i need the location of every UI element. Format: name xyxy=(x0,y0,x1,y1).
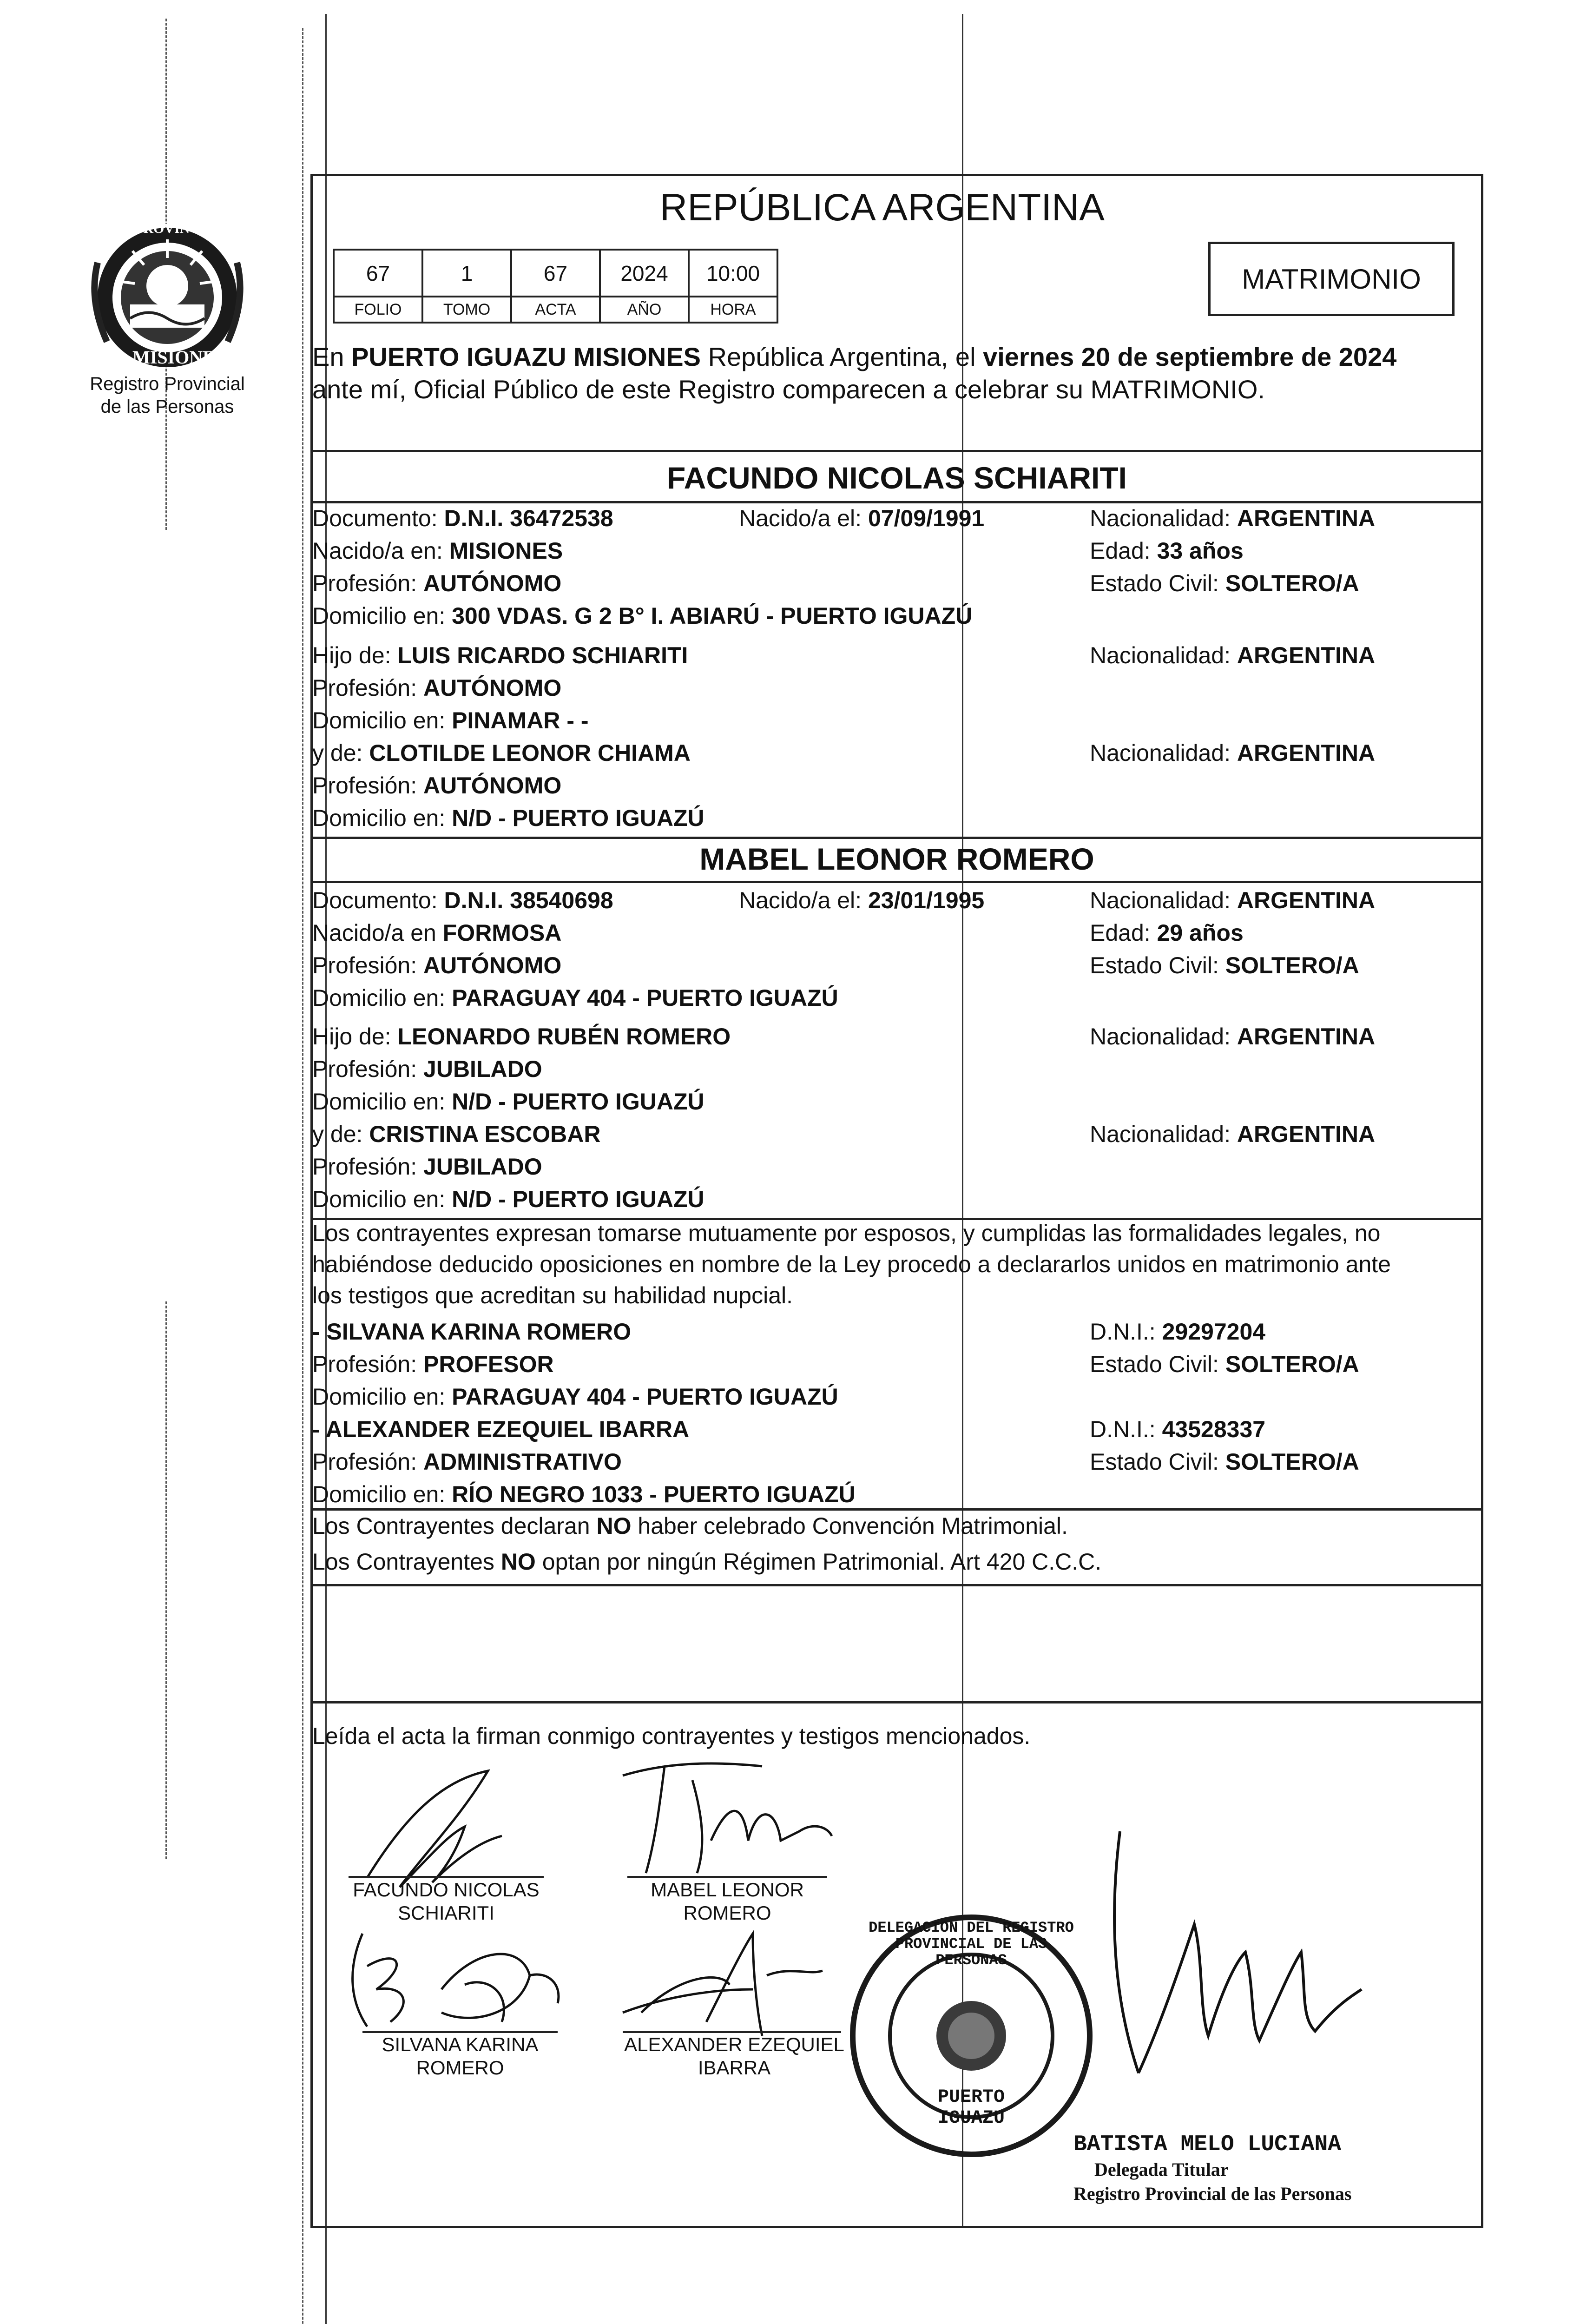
divider xyxy=(310,1701,1483,1703)
prof-label: Profesión: xyxy=(312,1154,417,1180)
agreement-line2 xyxy=(312,1550,1101,1573)
registry-label-line2: de las Personas xyxy=(100,396,234,417)
mother-value: CLOTILDE LEONOR CHIAMA xyxy=(369,740,691,766)
signature-name-line2: IBARRA xyxy=(698,2057,771,2079)
registry-seal-logo xyxy=(79,207,256,393)
signature-graphic xyxy=(335,1920,576,2040)
nat-label: Nacionalidad: xyxy=(1090,1023,1231,1050)
mother-label: y de: xyxy=(312,740,363,766)
civil-label: Estado Civil: xyxy=(1090,1449,1219,1475)
signature-graphic xyxy=(613,1920,836,2040)
witness2-dni xyxy=(1090,1418,1265,1441)
civil-label: Estado Civil: xyxy=(1090,1351,1219,1377)
spouse2-prof xyxy=(312,954,561,977)
spouse1-birthplace xyxy=(312,539,563,562)
prof-label: Profesión: xyxy=(312,1056,417,1082)
addr-value: N/D - PUERTO IGUAZÚ xyxy=(452,1089,704,1115)
mother-value: CRISTINA ESCOBAR xyxy=(369,1121,601,1147)
signature-name-line1: FACUNDO NICOLAS xyxy=(353,1879,540,1901)
addr-value: PINAMAR - - xyxy=(452,707,589,733)
age-label: Edad: xyxy=(1090,920,1151,946)
spouse1-father-prof xyxy=(312,676,561,700)
acta-label: ACTA xyxy=(510,296,601,324)
tomo-label: TOMO xyxy=(421,296,512,324)
intro-line1 xyxy=(312,344,1396,370)
signature-name-line2: SCHIARITI xyxy=(398,1902,494,1924)
prof-value: AUTÓNOMO xyxy=(423,952,562,978)
witness2-name: - ALEXANDER EZEQUIEL IBARRA xyxy=(312,1416,690,1442)
witness2-civil xyxy=(1090,1450,1359,1473)
addr-value: N/D - PUERTO IGUAZÚ xyxy=(452,1186,704,1212)
addr-value: PARAGUAY 404 - PUERTO IGUAZÚ xyxy=(452,985,838,1011)
prof-label: Profesión: xyxy=(312,1351,417,1377)
prof-value: PROFESOR xyxy=(423,1351,554,1377)
addr-value: N/D - PUERTO IGUAZÚ xyxy=(452,805,704,831)
folio-value: 67 xyxy=(333,249,423,297)
agreement-text: Los Contrayentes xyxy=(312,1549,494,1575)
age-label: Edad: xyxy=(1090,538,1151,564)
prof-label: Profesión: xyxy=(312,772,417,799)
margin-guide-line xyxy=(302,28,303,2324)
nat-label: Nacionalidad: xyxy=(1090,1121,1231,1147)
spouse2-father xyxy=(312,1025,731,1048)
spouse1-civil xyxy=(1090,572,1359,595)
folio-label: FOLIO xyxy=(333,296,423,324)
civil-value: SOLTERO/A xyxy=(1225,570,1359,596)
prof-value: AUTÓNOMO xyxy=(423,772,562,799)
spouse2-name: MABEL LEONOR ROMERO xyxy=(699,842,1094,876)
civil-value: SOLTERO/A xyxy=(1225,1449,1359,1475)
addr-label: Domicilio en: xyxy=(312,1089,446,1115)
father-label: Hijo de: xyxy=(312,642,391,668)
spouse1-name: FACUNDO NICOLAS SCHIARITI xyxy=(667,461,1127,495)
civil-label: Estado Civil: xyxy=(1090,570,1219,596)
birthplace-value: FORMOSA xyxy=(442,920,562,946)
agreement-text: optan por ningún Régimen Patrimonial. Art 420 C.C.C. xyxy=(542,1549,1102,1575)
nat-value: ARGENTINA xyxy=(1237,1023,1376,1050)
birthplace-value: MISIONES xyxy=(449,538,563,564)
intro-line2: ante mí, Oficial Público de este Registro comparecen a celebrar su MATRIMONIO. xyxy=(312,375,1265,404)
born-label: Nacido/a el: xyxy=(739,887,862,913)
born-value: 23/01/1995 xyxy=(868,887,985,913)
doc-label: Documento: xyxy=(312,887,438,913)
prof-value: ADMINISTRATIVO xyxy=(423,1449,622,1475)
father-label: Hijo de: xyxy=(312,1023,391,1050)
dni-label: D.N.I.: xyxy=(1090,1416,1156,1442)
prof-value: JUBILADO xyxy=(423,1154,542,1180)
doc-label: Documento: xyxy=(312,505,438,531)
intro-pre: En xyxy=(312,342,344,371)
hora-label: HORA xyxy=(688,296,778,324)
official-name: BATISTA MELO LUCIANA xyxy=(1073,2132,1342,2157)
civil-value: SOLTERO/A xyxy=(1225,1351,1359,1377)
spouse1-mother xyxy=(312,741,691,765)
intro-date: viernes 20 de septiembre de 2024 xyxy=(983,342,1397,371)
agreement-no: NO xyxy=(596,1513,632,1539)
divider xyxy=(310,837,1483,839)
spouse2-civil xyxy=(1090,954,1359,977)
tomo-value: 1 xyxy=(421,249,512,297)
spouse2-mother-prof xyxy=(312,1155,542,1178)
civil-value: SOLTERO/A xyxy=(1225,952,1359,978)
divider xyxy=(310,450,1483,452)
intro-place: PUERTO IGUAZU MISIONES xyxy=(351,342,701,371)
prof-label: Profesión: xyxy=(312,1449,417,1475)
registration-values-row xyxy=(335,249,778,297)
witness1-prof xyxy=(312,1353,554,1376)
mother-label: y de: xyxy=(312,1121,363,1147)
divider xyxy=(310,501,1483,503)
declaration-line3: los testigos que acreditan su habilidad nupcial. xyxy=(312,1282,793,1308)
witness1-dni xyxy=(1090,1320,1265,1343)
spouse2-birthplace xyxy=(312,921,561,944)
divider xyxy=(310,1584,1483,1586)
hora-value: 10:00 xyxy=(688,249,778,297)
nat-value: ARGENTINA xyxy=(1237,1121,1376,1147)
official-signature-graphic xyxy=(1083,1813,1371,2119)
doc-value: D.N.I. 36472538 xyxy=(444,505,613,531)
nat-value: ARGENTINA xyxy=(1237,887,1376,913)
logo-text-top: PROVINCIA DE xyxy=(135,221,237,236)
birthplace-label: Nacido/a en: xyxy=(312,538,443,564)
signature-name-line2: ROMERO xyxy=(683,1902,771,1924)
spouse2-father-prof xyxy=(312,1057,542,1081)
addr-label: Domicilio en: xyxy=(312,805,446,831)
spouse1-mother-prof xyxy=(312,774,561,797)
signature-name-line2: ROMERO xyxy=(416,2057,504,2079)
spouse1-mother-addr xyxy=(312,806,704,830)
age-value: 33 años xyxy=(1157,538,1244,564)
official-stamp xyxy=(846,1910,1097,2161)
dni-label: D.N.I.: xyxy=(1090,1319,1156,1345)
prof-label: Profesión: xyxy=(312,675,417,701)
divider xyxy=(310,881,1483,883)
spouse2-mother-addr xyxy=(312,1188,704,1211)
doc-value: D.N.I. 38540698 xyxy=(444,887,613,913)
born-value: 07/09/1991 xyxy=(868,505,985,531)
addr-value: RÍO NEGRO 1033 - PUERTO IGUAZÚ xyxy=(452,1481,856,1507)
spouse1-mother-nat xyxy=(1090,741,1375,765)
signature-line xyxy=(362,2031,558,2033)
addr-label: Domicilio en: xyxy=(312,1384,446,1410)
stamp-ring-text: DELEGACION DEL REGISTRO PROVINCIAL DE LAS PERSONAS xyxy=(869,1919,1074,1969)
prof-label: Profesión: xyxy=(312,952,417,978)
prof-value: AUTÓNOMO xyxy=(423,570,562,596)
nat-value: ARGENTINA xyxy=(1237,642,1376,668)
agreement-line1 xyxy=(312,1514,1068,1538)
witness1-civil xyxy=(1090,1353,1359,1376)
spouse1-father xyxy=(312,644,688,667)
agreement-text: Los Contrayentes declaran xyxy=(312,1513,590,1539)
addr-label: Domicilio en: xyxy=(312,1186,446,1212)
logo-text-bottom: MISIONES xyxy=(132,347,226,368)
born-label: Nacido/a el: xyxy=(739,505,862,531)
prof-value: JUBILADO xyxy=(423,1056,542,1082)
margin-guide-line xyxy=(165,1301,167,1859)
declaration-line1: Los contrayentes expresan tomarse mutuamente por esposos, y cumplidas las formalidades legales, no xyxy=(312,1220,1381,1246)
spouse2-father-nat xyxy=(1090,1025,1375,1048)
act-type-box: MATRIMONIO xyxy=(1208,242,1455,316)
addr-label: Domicilio en: xyxy=(312,1481,446,1507)
signature-graphic xyxy=(613,1748,836,1882)
official-role: Delegada Titular xyxy=(1094,2159,1229,2180)
spouse2-age xyxy=(1090,921,1244,944)
spouse2-mother-nat xyxy=(1090,1122,1375,1146)
spouse2-nat xyxy=(1090,889,1375,912)
spouse1-doc xyxy=(312,507,613,530)
spouse1-nat xyxy=(1090,507,1375,530)
spouse1-addr xyxy=(312,604,972,627)
divider xyxy=(310,1508,1483,1511)
addr-value: 300 VDAS. G 2 B° I. ABIARÚ - PUERTO IGUAZÚ xyxy=(452,603,973,629)
prof-value: AUTÓNOMO xyxy=(423,675,562,701)
signature-line xyxy=(623,2031,841,2033)
signature-line xyxy=(349,1876,544,1878)
declaration-line2: habiéndose deducido oposiciones en nombre de la Ley procedo a declararlos unidos en matrimonio ante xyxy=(312,1251,1391,1277)
spouse2-doc xyxy=(312,889,613,912)
spouse1-born xyxy=(739,507,984,530)
age-value: 29 años xyxy=(1157,920,1244,946)
nat-value: ARGENTINA xyxy=(1237,740,1376,766)
father-value: LEONARDO RUBÉN ROMERO xyxy=(397,1023,731,1050)
signature-name-line1: MABEL LEONOR xyxy=(651,1879,804,1901)
anio-label: AÑO xyxy=(599,296,690,324)
spouse1-father-addr xyxy=(312,709,589,732)
addr-label: Domicilio en: xyxy=(312,985,446,1011)
spouse2-father-addr xyxy=(312,1090,704,1113)
signature-line xyxy=(627,1876,827,1878)
registry-label-line1: Registro Provincial xyxy=(90,374,245,394)
spouse2-born xyxy=(739,889,984,912)
agreement-no: NO xyxy=(500,1549,536,1575)
country-title: REPÚBLICA ARGENTINA xyxy=(660,186,1105,229)
dni-value: 29297204 xyxy=(1162,1319,1266,1345)
nat-label: Nacionalidad: xyxy=(1090,740,1231,766)
official-org: Registro Provincial de las Personas xyxy=(1073,2183,1352,2204)
signature-name-line1: SILVANA KARINA xyxy=(382,2034,539,2055)
registration-labels-row xyxy=(335,297,778,324)
anio-value: 2024 xyxy=(599,249,690,297)
nat-value: ARGENTINA xyxy=(1237,505,1376,531)
spouse1-father-nat xyxy=(1090,644,1375,667)
birthplace-label: Nacido/a en xyxy=(312,920,436,946)
witness2-prof xyxy=(312,1450,622,1473)
addr-value: PARAGUAY 404 - PUERTO IGUAZÚ xyxy=(452,1384,838,1410)
prof-label: Profesión: xyxy=(312,570,417,596)
stamp-inner-text: PUERTO IGUAZU xyxy=(937,2087,1005,2129)
addr-label: Domicilio en: xyxy=(312,603,446,629)
spouse1-prof xyxy=(312,572,561,595)
acta-value: 67 xyxy=(510,249,601,297)
witness1-name: - SILVANA KARINA ROMERO xyxy=(312,1319,632,1345)
agreement-text: haber celebrado Convención Matrimonial. xyxy=(638,1513,1068,1539)
signature-name-line1: ALEXANDER EZEQUIEL xyxy=(624,2034,844,2055)
intro-mid: República Argentina, el xyxy=(708,342,976,371)
father-value: LUIS RICARDO SCHIARITI xyxy=(397,642,688,668)
witness2-addr xyxy=(312,1483,856,1506)
witness1-addr xyxy=(312,1385,838,1408)
dni-value: 43528337 xyxy=(1162,1416,1266,1442)
addr-label: Domicilio en: xyxy=(312,707,446,733)
civil-label: Estado Civil: xyxy=(1090,952,1219,978)
spouse2-mother xyxy=(312,1122,600,1146)
closing-statement: Leída el acta la firman conmigo contrayentes y testigos mencionados. xyxy=(312,1723,1031,1749)
spouse1-age xyxy=(1090,539,1244,562)
nat-label: Nacionalidad: xyxy=(1090,642,1231,668)
nat-label: Nacionalidad: xyxy=(1090,505,1231,531)
spouse2-addr xyxy=(312,986,838,1010)
nat-label: Nacionalidad: xyxy=(1090,887,1231,913)
